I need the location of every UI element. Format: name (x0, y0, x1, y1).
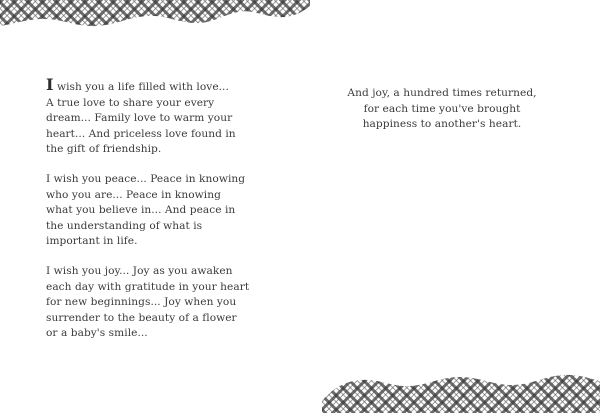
plaid-wave-top-decoration (0, 0, 310, 28)
returned-joy-paragraph: And joy, a hundred times returned, for each time you've brought happiness to another's heart. (347, 87, 537, 131)
drop-cap-initial: I (46, 75, 54, 94)
joy-paragraph: I wish you joy... Joy as you awaken each day with gratitude in your heart for new beginnings... Joy when you surrender to the beauty of a flower or a baby's smile... (46, 264, 250, 340)
love-paragraph (46, 75, 261, 158)
plaid-wave-bottom-decoration (322, 365, 600, 413)
love-paragraph-text: wish you a life filled with love... A true love to share your every dream... Family love to warm your heart... And priceless love found in the gift of friendship. (46, 81, 236, 156)
left-page-text (46, 75, 261, 356)
peace-paragraph: I wish you peace... Peace in knowing who you are... Peace in knowing what you believe in... And peace in the understanding of what is important in life. (46, 172, 246, 248)
right-page-text (322, 86, 562, 133)
